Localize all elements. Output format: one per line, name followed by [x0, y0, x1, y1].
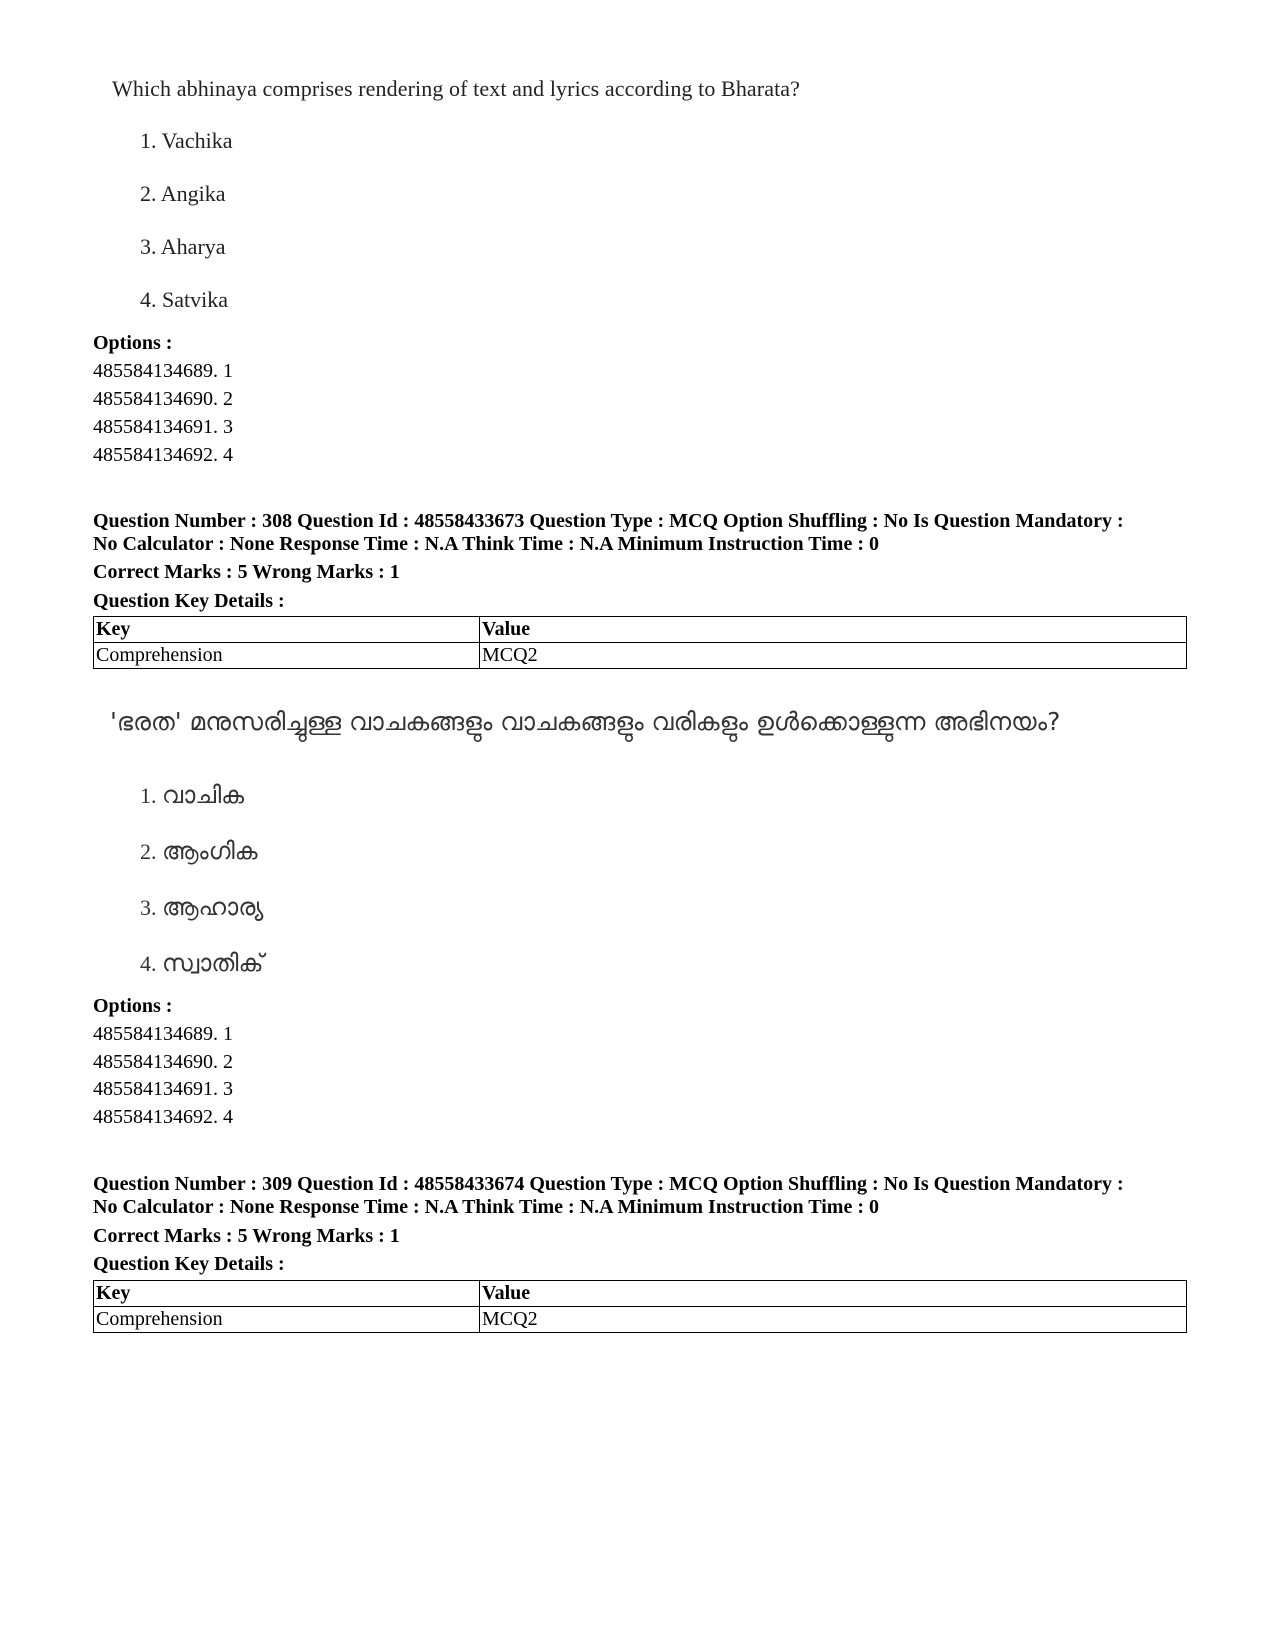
answer-choice: 3. Aharya: [140, 234, 226, 259]
question-meta: [93, 1173, 1193, 1219]
answer-choice: [140, 781, 244, 809]
choice-number: 2.: [140, 839, 157, 864]
answer-choice: [140, 893, 263, 921]
choice-number: 4.: [140, 951, 157, 976]
table-cell-key: Comprehension: [94, 643, 480, 669]
table-row: [94, 1307, 1187, 1333]
option-line: 485584134689. 1: [93, 1023, 233, 1045]
option-line: 485584134691. 3: [93, 1078, 233, 1100]
option-line: 485584134690. 2: [93, 1051, 233, 1073]
answer-choice: [140, 949, 264, 977]
key-details-table: [93, 1280, 1187, 1333]
choice-number: 1.: [140, 783, 157, 808]
answer-choice: 4. Satvika: [140, 287, 228, 312]
question-meta-line: No Calculator : None Response Time : N.A Think Time : N.A Minimum Instruction Time : 0: [93, 1196, 879, 1218]
options-heading: Options :: [93, 995, 173, 1017]
table-header-value: Value: [480, 1281, 1187, 1307]
marks-line: Correct Marks : 5 Wrong Marks : 1: [93, 561, 400, 583]
option-line: 485584134692. 4: [93, 444, 233, 466]
question-meta-line: Question Number : 309 Question Id : 48558433674 Question Type : MCQ Option Shuffling : No Is Question Mandatory :: [93, 1173, 1124, 1195]
table-header-row: [94, 617, 1187, 643]
table-header-row: [94, 1281, 1187, 1307]
table-cell-value: MCQ2: [480, 1307, 1187, 1333]
question-meta: [93, 510, 1193, 556]
key-details-heading: Question Key Details :: [93, 1253, 285, 1275]
question-text: Which abhinaya comprises rendering of text and lyrics according to Bharata?: [112, 76, 801, 101]
table-header-key: Key: [94, 617, 480, 643]
key-details-table: [93, 616, 1187, 669]
table-header-value: Value: [480, 617, 1187, 643]
answer-choice: 1. Vachika: [140, 128, 233, 153]
table-cell-key: Comprehension: [94, 1307, 480, 1333]
table-row: [94, 643, 1187, 669]
options-heading: Options :: [93, 332, 173, 354]
question-text-malayalam: 'ഭരത' മനുസരിച്ചുള്ള വാചകങ്ങളും വാചകങ്ങളും വരികളും ഉൾക്കൊള്ളുന്ന അഭിനയം?: [110, 707, 1061, 736]
choice-text: സ്വാതിക്: [162, 949, 264, 977]
answer-choice: 2. Angika: [140, 181, 226, 206]
question-meta-line: No Calculator : None Response Time : N.A Think Time : N.A Minimum Instruction Time : 0: [93, 533, 879, 555]
choice-number: 3.: [140, 895, 157, 920]
table-cell-value: MCQ2: [480, 643, 1187, 669]
marks-line: Correct Marks : 5 Wrong Marks : 1: [93, 1225, 400, 1247]
option-line: 485584134692. 4: [93, 1106, 233, 1128]
choice-text: ആംഗിക: [162, 837, 258, 865]
table-header-key: Key: [94, 1281, 480, 1307]
answer-choice: [140, 837, 258, 865]
choice-text: ആഹാര്യ: [162, 893, 264, 921]
option-line: 485584134689. 1: [93, 360, 233, 382]
question-meta-line: Question Number : 308 Question Id : 48558433673 Question Type : MCQ Option Shuffling : No Is Question Mandatory :: [93, 510, 1124, 532]
choice-text: വാചിക: [162, 781, 245, 809]
option-line: 485584134690. 2: [93, 388, 233, 410]
key-details-heading: Question Key Details :: [93, 590, 285, 612]
option-line: 485584134691. 3: [93, 416, 233, 438]
